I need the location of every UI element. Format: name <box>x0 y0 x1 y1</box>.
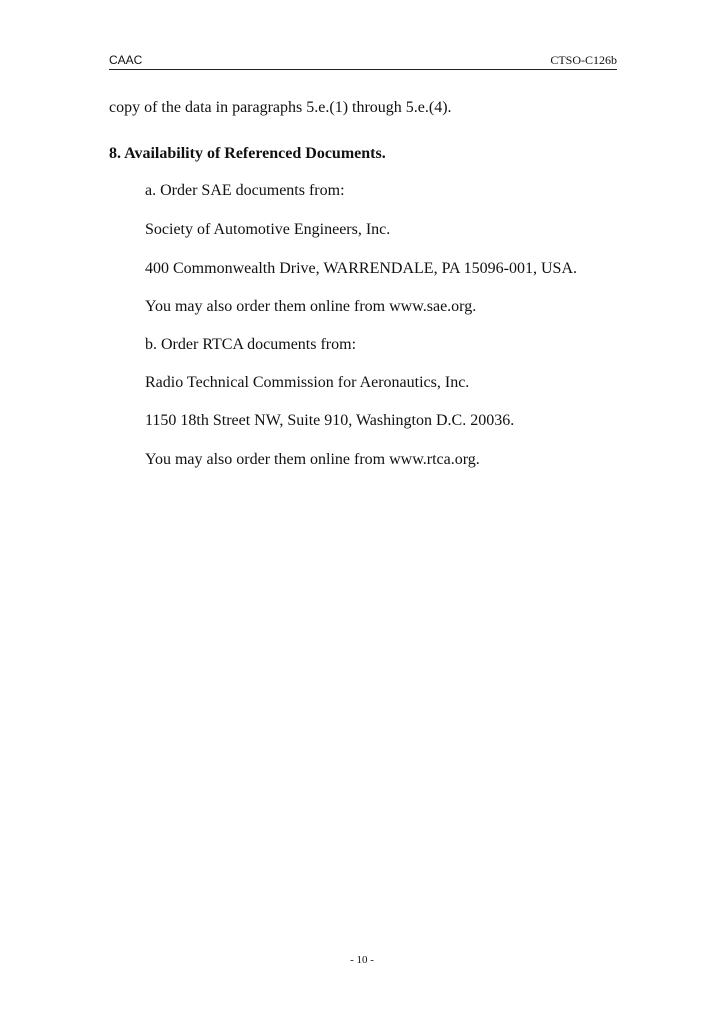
rtca-order-line: b. Order RTCA documents from: <box>145 336 357 353</box>
header-document-code: CTSO-C126b <box>550 53 617 67</box>
rtca-online-line: You may also order them online from www.rtca.org. <box>145 451 480 468</box>
rtca-organization-line: Radio Technical Commission for Aeronautics, Inc. <box>145 374 470 391</box>
sae-online-line: You may also order them online from www.sae.org. <box>145 298 477 315</box>
sae-organization-line: Society of Automotive Engineers, Inc. <box>145 221 391 238</box>
sae-order-line: a. Order SAE documents from: <box>145 182 345 199</box>
intro-paragraph: copy of the data in paragraphs 5.e.(1) through 5.e.(4). <box>109 99 452 116</box>
page-number: - 10 - <box>350 954 374 966</box>
rtca-address-line: 1150 18th Street NW, Suite 910, Washington D.C. 20036. <box>145 412 515 429</box>
header-organization: CAAC <box>109 53 143 67</box>
page-header <box>109 53 617 70</box>
sae-address-line: 400 Commonwealth Drive, WARRENDALE, PA 15096-001, USA. <box>145 260 577 277</box>
section-heading: 8. Availability of Referenced Documents. <box>109 145 386 162</box>
